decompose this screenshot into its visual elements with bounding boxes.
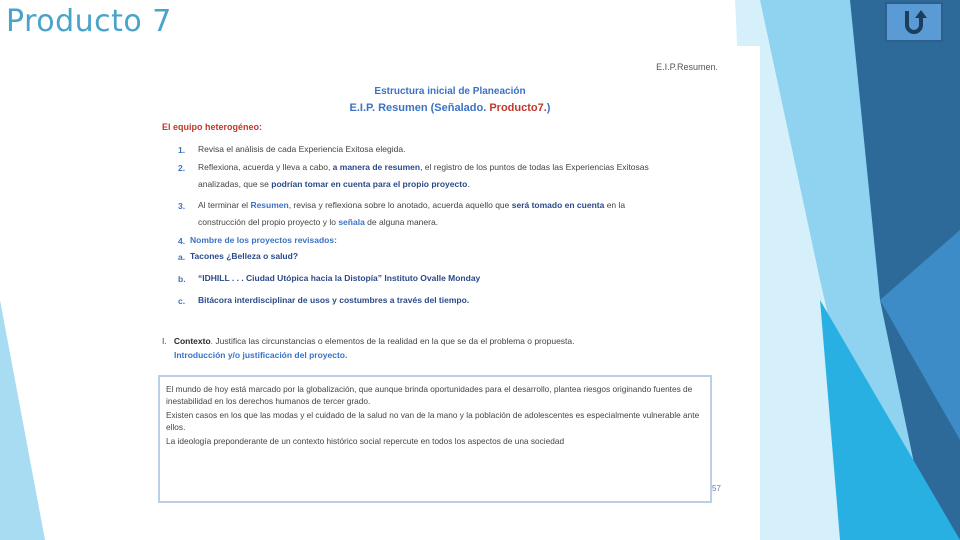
- context-paragraph: La ideología preponderante de un contexto histórico social repercute en todos los aspectos de una sociedad: [166, 436, 565, 446]
- context-number: I.: [162, 336, 167, 346]
- page-reference: E.I.P.Resumen.: [656, 62, 718, 72]
- left-corner-shape: [0, 300, 45, 540]
- item-letter: a.: [178, 252, 186, 262]
- subheading-main: E.I.P. Resumen (Señalado.: [349, 102, 490, 114]
- list-item: [198, 159, 718, 193]
- context-paragraph: Existen casos en los que las modas y el cuidado de la salud no van de la mano y la población de adolescentes es especialmente vulnerable ante ellos.: [166, 410, 700, 432]
- project-item: Tacones ¿Belleza o salud?: [190, 251, 299, 261]
- text: construcción del propio proyecto y lo: [198, 217, 339, 227]
- list-item: Nombre de los proyectos revisados:: [190, 235, 337, 245]
- document-subheading: [140, 102, 760, 114]
- document-heading: Estructura inicial de Planeación: [374, 86, 526, 97]
- slide-title: Producto 7: [6, 4, 172, 39]
- emphasis: Resumen: [250, 200, 289, 210]
- emphasis: podrían tomar en cuenta para el propio proyecto: [271, 179, 468, 189]
- return-button[interactable]: [885, 2, 943, 42]
- item-number: 1.: [178, 145, 186, 155]
- page-number: 57: [712, 484, 721, 493]
- text: en la: [604, 200, 626, 210]
- text: analizadas, que se: [198, 179, 272, 189]
- project-item: Bitácora interdisciplinar de usos y costumbres a través del tiempo.: [198, 295, 470, 305]
- subheading-end: ): [546, 102, 551, 114]
- context-subtitle: Introducción y/o justificación del proyecto.: [174, 350, 348, 360]
- item-number: 3.: [178, 201, 186, 211]
- text: de alguna manera.: [364, 217, 439, 227]
- item-letter: c.: [178, 296, 186, 306]
- text: , revisa y reflexiona sobre lo anotado, acuerda aquello que: [288, 200, 512, 210]
- list-item: [198, 197, 718, 231]
- list-item: Revisa el análisis de cada Experiencia Exitosa elegida.: [198, 144, 406, 154]
- context-label: Contexto: [173, 336, 211, 346]
- document-page: [140, 46, 760, 540]
- text: Al terminar el: [198, 200, 251, 210]
- text: Reflexiona, acuerda y lleva a cabo,: [198, 162, 333, 172]
- project-item: “IDHILL . . . Ciudad Utópica hacia la Distopía” Instituto Ovalle Monday: [198, 273, 481, 283]
- text: , el registro de los puntos de todas las Experiencias Exitosas: [420, 162, 649, 172]
- context-paragraph: El mundo de hoy está marcado por la globalización, que aunque brinda oportunidades para el desarrollo, plantea riesgos originando fuentes de inestabilidad en los derechos humanos de tercer grado.: [166, 384, 693, 406]
- item-number: 4.: [178, 236, 186, 246]
- return-icon: [899, 7, 929, 37]
- emphasis: a manera de resumen: [332, 162, 421, 172]
- emphasis: será tomado en cuenta: [511, 200, 605, 210]
- subheading-product: Producto7.: [489, 102, 547, 114]
- emphasis: señala: [338, 217, 365, 227]
- context-textbox: [158, 375, 712, 503]
- item-letter: b.: [178, 274, 186, 284]
- context-text: . Justifica las circunstancias o elementos de la realidad en la que se da el problema o propuesta.: [210, 336, 575, 346]
- item-number: 2.: [178, 163, 186, 173]
- team-label: El equipo heterogéneo:: [162, 122, 263, 132]
- context-section: [162, 334, 722, 362]
- text: .: [467, 179, 470, 189]
